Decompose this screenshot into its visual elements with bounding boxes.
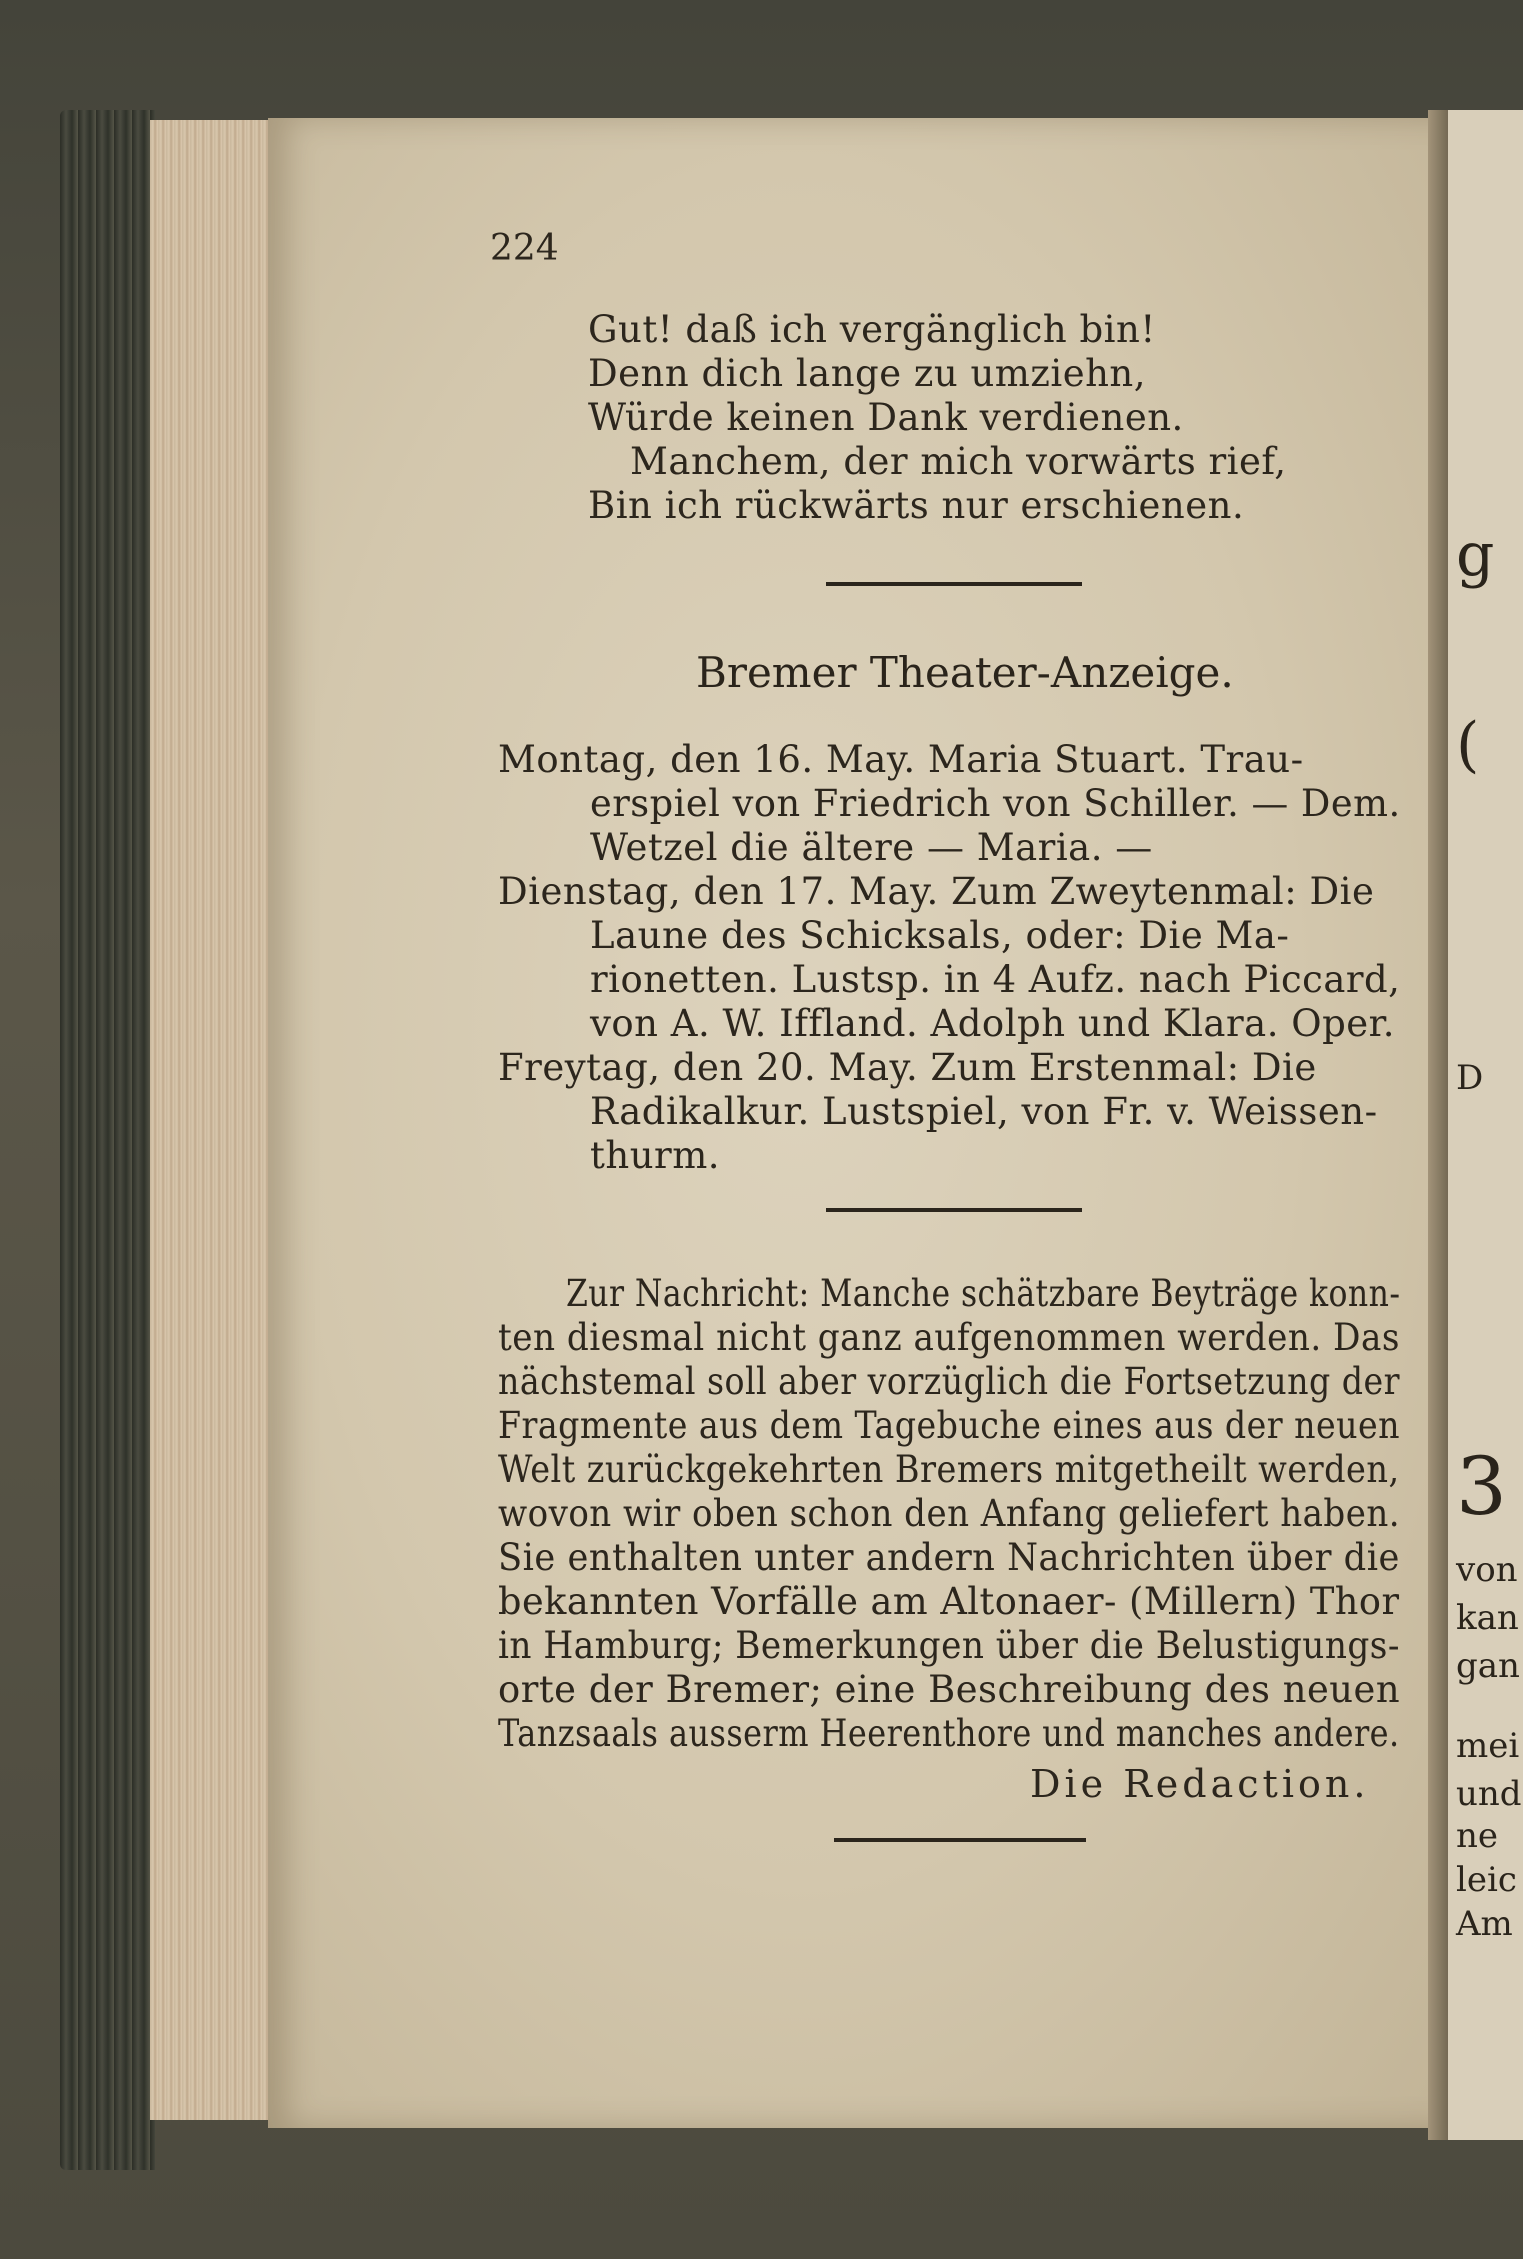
theater-line: Dienstag, den 17. May. Zum Zweytenmal: Die	[498, 870, 1375, 913]
notice-line: Fragmente aus dem Tagebuche eines aus der neuen	[498, 1404, 1401, 1447]
notice-line: Tanzsaals ausserm Heerenthore und manches andere.	[498, 1712, 1400, 1755]
facing-page-fragment: 3	[1456, 1440, 1507, 1533]
facing-page-fragment: von	[1456, 1550, 1518, 1590]
notice-line: Sie enthalten unter andern Nachrichten über die	[498, 1536, 1400, 1579]
facing-page-fragment: (	[1456, 710, 1480, 780]
theater-line: Wetzel die ältere — Maria. —	[590, 826, 1153, 869]
facing-page-fragment: und	[1456, 1774, 1522, 1814]
theater-line: erspiel von Friedrich von Schiller. — Dem.	[590, 782, 1401, 825]
notice-line: orte der Bremer; eine Beschreibung des neuen	[498, 1668, 1401, 1711]
theater-line: Radikalkur. Lustspiel, von Fr. v. Weissen-	[590, 1090, 1378, 1133]
notice-line: wovon wir oben schon den Anfang geliefert haben.	[498, 1492, 1401, 1535]
separator-rule	[826, 582, 1082, 586]
signature: Die Redaction.	[1030, 1762, 1370, 1806]
page-edges	[150, 120, 280, 2120]
separator-rule	[834, 1838, 1086, 1842]
notice-line: nächstemal soll aber vorzüglich die Fortsetzung der	[498, 1360, 1401, 1403]
poem-line: Gut! daß ich vergänglich bin!	[588, 308, 1156, 351]
facing-page	[1448, 110, 1523, 2140]
page-gutter	[1428, 110, 1450, 2140]
theater-line: Laune des Schicksals, oder: Die Ma-	[590, 914, 1290, 957]
theater-line: Montag, den 16. May. Maria Stuart. Trau-	[498, 738, 1304, 781]
theater-line: von A. W. Iffland. Adolph und Klara. Oper.	[590, 1002, 1396, 1045]
poem-line: Manchem, der mich vorwärts rief,	[630, 440, 1287, 483]
poem-line: Denn dich lange zu umziehn,	[588, 352, 1147, 395]
notice-line: Zur Nachricht: Manche schätzbare Beyträge konn-	[566, 1272, 1401, 1315]
separator-rule	[826, 1208, 1082, 1212]
notice-line: ten diesmal nicht ganz aufgenommen werden. Das	[498, 1316, 1400, 1359]
notice-line: bekannten Vorfälle am Altonaer- (Millern) Thor	[498, 1580, 1400, 1623]
facing-page-fragment: leic	[1456, 1860, 1517, 1900]
theater-line: rionetten. Lustsp. in 4 Aufz. nach Piccard,	[590, 958, 1401, 1001]
notice-line: in Hamburg; Bemerkungen über die Belustigungs-	[498, 1624, 1400, 1667]
notice-line: Welt zurückgekehrten Bremers mitgetheilt werden,	[498, 1448, 1400, 1491]
theater-line: Freytag, den 20. May. Zum Erstenmal: Die	[498, 1046, 1317, 1089]
page-number: 224	[490, 228, 559, 269]
section-title: Bremer Theater-Anzeige.	[696, 648, 1234, 697]
poem-line: Bin ich rückwärts nur erschienen.	[588, 484, 1245, 527]
facing-page-fragment: gan	[1456, 1646, 1520, 1686]
facing-page-fragment: g	[1456, 520, 1495, 590]
book-spine	[60, 110, 155, 2170]
facing-page-fragment: mei	[1456, 1726, 1520, 1766]
facing-page-fragment: ne	[1456, 1816, 1499, 1856]
facing-page-fragment: kan	[1456, 1598, 1519, 1638]
facing-page-fragment: Am	[1456, 1904, 1513, 1944]
facing-page-fragment: D	[1456, 1058, 1484, 1098]
poem-line: Würde keinen Dank verdienen.	[588, 396, 1184, 439]
theater-line: thurm.	[590, 1134, 721, 1177]
